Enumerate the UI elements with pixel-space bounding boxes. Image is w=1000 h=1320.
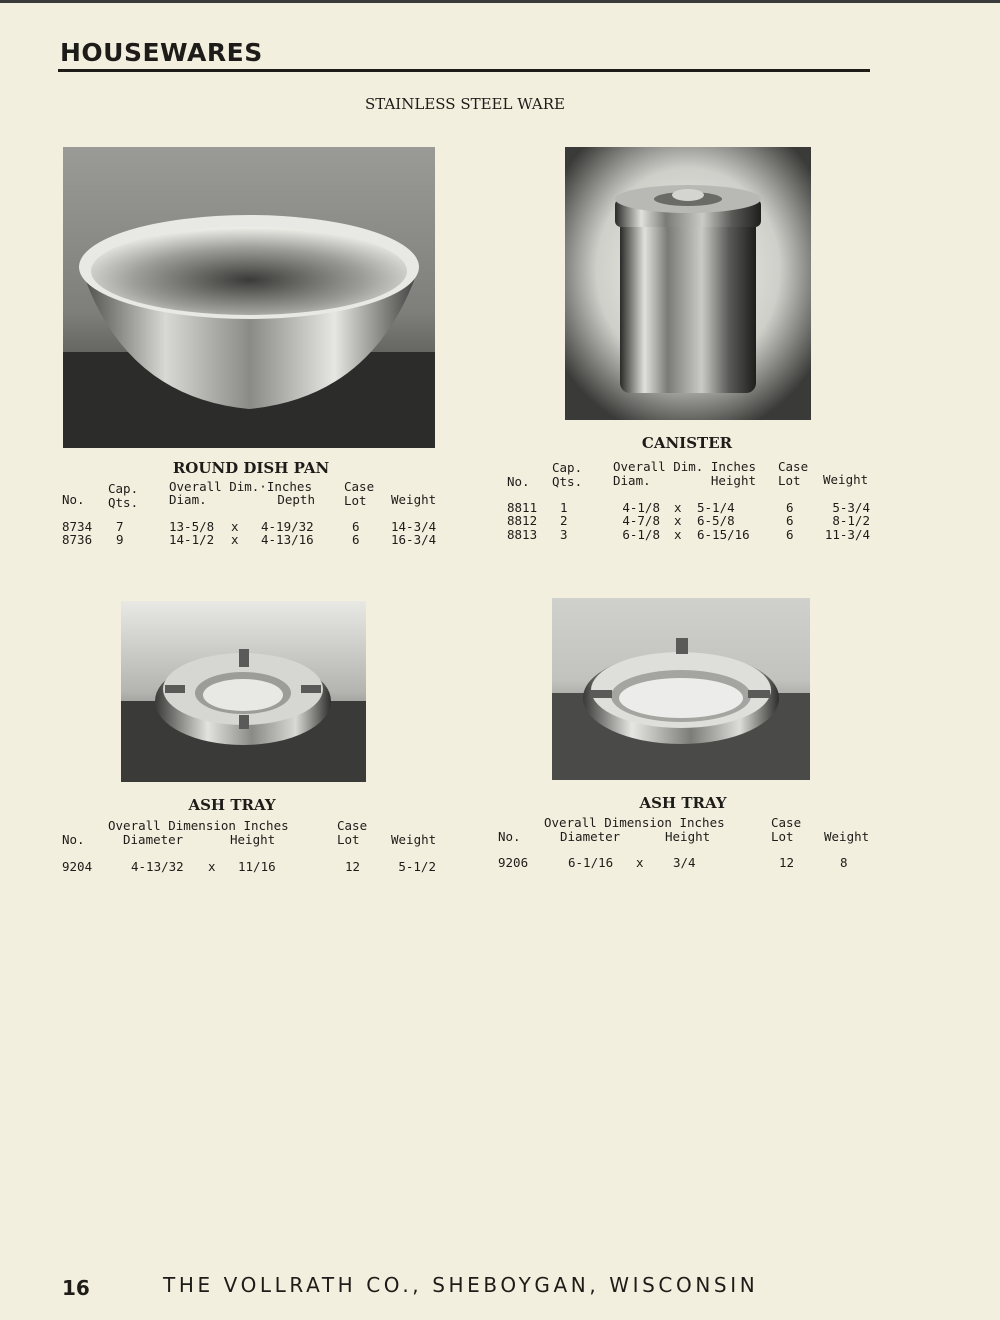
item-number: 8813 bbox=[507, 527, 538, 542]
weight: 14-3/4 bbox=[391, 519, 437, 534]
case-lot: 6 bbox=[352, 532, 360, 547]
ash-tray-9206-col-case: Case Lot bbox=[771, 815, 802, 844]
diameter: 13-5/8 bbox=[169, 519, 215, 534]
times-sign: x bbox=[636, 855, 644, 870]
times-sign: x bbox=[674, 513, 682, 528]
depth: 4-13/16 bbox=[261, 532, 314, 547]
dish-pan-col-case: Case Lot bbox=[344, 479, 375, 508]
weight: 5-1/2 bbox=[398, 859, 436, 874]
ash-tray-9206-col-height: Height bbox=[665, 829, 711, 844]
page-number: 16 bbox=[62, 1276, 90, 1300]
ash-tray-9204-col-dim: Overall Dimension Inches bbox=[108, 818, 289, 833]
weight: 5-3/4 bbox=[832, 500, 870, 515]
diameter: 6-1/16 bbox=[568, 855, 614, 870]
capacity: 2 bbox=[560, 513, 568, 528]
item-number: 9204 bbox=[62, 859, 93, 874]
depth: 4-19/32 bbox=[261, 519, 314, 534]
canister-col-height: Height bbox=[710, 473, 756, 488]
page-subtitle: STAINLESS STEEL WARE bbox=[365, 95, 565, 113]
canister-photo bbox=[565, 147, 811, 420]
diameter: 4-7/8 bbox=[622, 513, 660, 528]
canister-col-diam: Diam. bbox=[613, 473, 651, 488]
ash-tray-9206-col-diameter: Diameter bbox=[560, 829, 621, 844]
item-number: 9206 bbox=[498, 855, 529, 870]
dish-pan-col-dim: Overall Dim.·Inches bbox=[169, 479, 312, 494]
height: 6-5/8 bbox=[697, 513, 735, 528]
weight: 8-1/2 bbox=[832, 513, 870, 528]
dish-pan-col-depth: Depth bbox=[277, 492, 315, 507]
times-sign: x bbox=[674, 527, 682, 542]
canister-title: CANISTER bbox=[641, 434, 733, 452]
weight: 16-3/4 bbox=[391, 532, 437, 547]
canister-col-cap: Cap. Qts. bbox=[552, 460, 583, 489]
canister-col-no: No. bbox=[507, 474, 530, 489]
section-title: HOUSEWARES bbox=[60, 38, 263, 67]
diameter: 4-13/32 bbox=[131, 859, 184, 874]
ash-tray-9204-col-case: Case Lot bbox=[337, 818, 368, 847]
diameter: 4-1/8 bbox=[622, 500, 660, 515]
times-sign: x bbox=[231, 532, 239, 547]
times-sign: x bbox=[674, 500, 682, 515]
ash-tray-9204-col-diameter: Diameter bbox=[123, 832, 184, 847]
height: 6-15/16 bbox=[697, 527, 750, 542]
page-top-edge bbox=[0, 0, 1000, 3]
diameter: 14-1/2 bbox=[169, 532, 215, 547]
height: 5-1/4 bbox=[697, 500, 735, 515]
dish-pan-title: ROUND DISH PAN bbox=[172, 459, 330, 477]
dish-pan-col-cap: Cap. Qts. bbox=[108, 481, 139, 510]
weight: 8 bbox=[840, 855, 848, 870]
ash-tray-9204-title: ASH TRAY bbox=[188, 796, 276, 814]
capacity: 9 bbox=[116, 532, 124, 547]
times-sign: x bbox=[231, 519, 239, 534]
dish-pan-col-diam: Diam. bbox=[169, 492, 207, 507]
section-rule bbox=[58, 69, 870, 72]
ash-tray-photo bbox=[552, 598, 810, 780]
times-sign: x bbox=[208, 859, 216, 874]
item-number: 8811 bbox=[507, 500, 538, 515]
height: 3/4 bbox=[673, 855, 696, 870]
height: 11/16 bbox=[238, 859, 276, 874]
ash-tray-9206-col-no: No. bbox=[498, 829, 521, 844]
ash-tray-photo bbox=[121, 601, 366, 782]
ash-tray-9204-col-weight: Weight bbox=[391, 832, 437, 847]
canister-col-case: Case Lot bbox=[778, 459, 809, 488]
company-footer: THE VOLLRATH CO., SHEBOYGAN, WISCONSIN bbox=[163, 1273, 759, 1297]
capacity: 3 bbox=[560, 527, 568, 542]
canister-col-weight: Weight bbox=[823, 472, 869, 487]
case-lot: 6 bbox=[786, 527, 794, 542]
case-lot: 12 bbox=[345, 859, 361, 874]
capacity: 7 bbox=[116, 519, 124, 534]
case-lot: 6 bbox=[786, 500, 794, 515]
dish-pan-col-no: No. bbox=[62, 492, 85, 507]
ash-tray-9206-col-dim: Overall Dimension Inches bbox=[544, 815, 725, 830]
dish-pan-photo bbox=[63, 147, 435, 448]
diameter: 6-1/8 bbox=[622, 527, 660, 542]
case-lot: 6 bbox=[786, 513, 794, 528]
item-number: 8812 bbox=[507, 513, 538, 528]
case-lot: 6 bbox=[352, 519, 360, 534]
weight: 11-3/4 bbox=[824, 527, 870, 542]
ash-tray-9206-col-weight: Weight bbox=[824, 829, 870, 844]
ash-tray-9206-title: ASH TRAY bbox=[639, 794, 727, 812]
dish-pan-col-weight: Weight bbox=[391, 492, 437, 507]
ash-tray-9204-col-height: Height bbox=[230, 832, 276, 847]
case-lot: 12 bbox=[779, 855, 795, 870]
item-number: 8736 bbox=[62, 532, 93, 547]
capacity: 1 bbox=[560, 500, 568, 515]
item-number: 8734 bbox=[62, 519, 93, 534]
canister-col-dim: Overall Dim. Inches bbox=[613, 459, 756, 474]
ash-tray-9204-col-no: No. bbox=[62, 832, 85, 847]
